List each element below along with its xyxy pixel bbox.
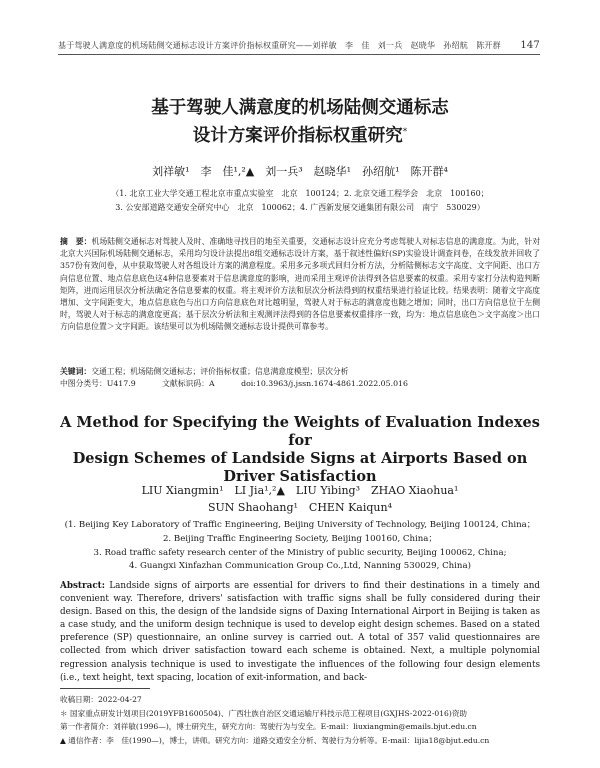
english-abstract-label: Abstract: xyxy=(60,581,105,591)
english-affiliation-line: (1. Beijing Key Laboratory of Traffic Engineering, Beijing University of Technology, Beijing 100124, China； xyxy=(64,520,536,530)
footnote-received: 收稿日期：2022-04-27 xyxy=(60,695,142,704)
keywords-text: 交通工程；机场陆侧交通标志；评价指标权重；信息满意度模型；层次分析 xyxy=(91,367,349,376)
footnote-first-author: 第一作者简介：刘祥敏(1996—)，博士研究生，研究方向：驾驶行为与安全。E-mail：liuxiangmin@emails.bjut.edu.cn xyxy=(60,722,477,731)
footnote-fund: ＊ 国家重点研发计划项目(2019YFB1600504)、广西壮族自治区交通运输厅科技示范工程项目(GXJHS-2022-016)资助 xyxy=(60,708,468,718)
english-abstract xyxy=(60,580,540,685)
english-title-line3: Driver Satisfaction xyxy=(223,468,377,485)
chinese-abstract xyxy=(60,236,540,334)
title-footnote-mark: * xyxy=(402,127,408,137)
chinese-abstract-label: 摘 要： xyxy=(60,237,92,246)
english-affiliation-line: 3. Road traffic safety research center of the Ministry of public security, Beijing 100062, China; xyxy=(93,547,507,558)
english-title-line1: A Method for Specifying the Weights of Evaluation Indexes for xyxy=(60,414,540,449)
chinese-title-line2-wrap xyxy=(60,120,540,148)
english-affiliations xyxy=(60,519,540,574)
english-authors-line2: SUN Shaohang¹ CHEN Kaiqun⁴ xyxy=(208,501,392,514)
document-code: 文献标识码：A xyxy=(162,379,215,388)
english-affiliation-line: 2. Beijing Traffic Engineering Society, Beijing 100160, China； xyxy=(162,533,438,544)
doi: doi:10.3963/j.jssn.1674-4861.2022.05.016 xyxy=(241,379,408,388)
english-title xyxy=(60,414,540,486)
classification-line xyxy=(60,378,540,390)
chinese-affiliation-line: 3. 公安部道路交通安全研究中心 北京 100062；4. 广西新发展交通集团有限公司 南宁 530029） xyxy=(115,203,485,212)
chinese-abstract-text: 机场陆侧交通标志对驾驶人及时、准确地寻找目的地至关重要，交通标志设计应充分考虑驾驶人对标志信息的满意度。为此，针对北京大兴国际机场陆侧交通标志，采用均匀设计法提出8组交通标志设计方案，基于叙述性偏好(SP)实验设计调查问卷，在线发放并回收了357份有效问卷，从中获取驾驶人对各组设计方案的满意程度。采用多元多项式回归分析方法，分析陆侧标志文字高度、文字间距、出口方向信息位置、地点信息底色这4种信息要素对于信息满意度的影响，进而采用主观评价法得到各信息要素的权重。采用专家打分法构造判断矩阵，进而运用层次分析法确定各信息要素的权重。将主观评价方法和层次分析法得到的权重结果进行验证比较。结果表明：随着文字高度增加、文字间距变大，地点信息底色与出口方向信息底色对比越明显，驾驶人对于标志的满意度也随之增加；同时，出口方向信息位于左侧时，驾驶人对于标志的满意度更高；基于层次分析法和主观测评法得到的各信息要素权重排序一致，均为：地点信息底色＞文字高度＞出口方向信息位置＞文字间距。该结果可以为机场陆侧交通标志设计提供可靠参考。 xyxy=(60,237,540,332)
footnotes xyxy=(60,693,540,747)
english-authors-line1: LIU Xiangmin¹ LI Jia¹,²▲ LIU Yibing³ ZHAO Xiaohua¹ xyxy=(141,484,459,497)
english-authors xyxy=(60,482,540,516)
chinese-keywords xyxy=(60,366,540,378)
english-affiliation-line: 4. Guangxi Xinfazhan Communication Group Co.,Ltd, Nanning 530029, China) xyxy=(129,561,471,572)
chinese-title-line1: 基于驾驶人满意度的机场陆侧交通标志 xyxy=(151,98,449,118)
footnote-corresponding: ▲ 通信作者：李 佳(1990—)，博士，讲师。研究方向：道路交通安全分析、驾驶行为分析等。E-mail：lijia18@bjut.edu.cn xyxy=(60,735,490,745)
english-abstract-text: Landside signs of airports are essential for drivers to find their destinations in a timely and convenient way. Therefore, drivers' satisfaction with traffic signs shall be fully considered during their design. Based on this, the design of the landside signs of Daxing International Airport in Beijing is taken as a case study, and the uniform design technique is used to develop eight design schemes. Based on a stated preference (SP) questionnaire, an online survey is carried out. A total of 357 valid questionnaires are collected from which driver satisfaction toward each scheme is obtained. Next, a multiple polynomial regression analysis technique is used to investigate the influences of the following four design elements (i.e., text height, text spacing, location of exit-information, and back- xyxy=(60,581,541,683)
footnote-divider xyxy=(60,688,150,689)
chinese-affiliations xyxy=(60,187,540,215)
running-head-text: 基于驾驶人满意度的机场陆侧交通标志设计方案评价指标权重研究——刘祥敏 李 佳 刘一兵 赵晓华 孙绍航 陈开群 xyxy=(58,41,501,50)
chinese-authors: 刘祥敏¹ 李 佳¹,²▲ 刘一兵³ 赵晓华¹ 孙绍航¹ 陈开群⁴ xyxy=(152,165,448,178)
page-number: 147 xyxy=(520,40,540,51)
chinese-affiliation-line: （1. 北京工业大学交通工程北京市重点实验室 北京 100124；2. 北京交通工程学会 北京 100160； xyxy=(111,189,489,198)
chinese-title-line2: 设计方案评价指标权重研究 xyxy=(192,125,403,146)
english-title-line2: Design Schemes of Landside Signs at Airports Based on xyxy=(72,450,528,467)
running-head xyxy=(58,40,540,55)
keywords-label: 关键词： xyxy=(60,367,92,376)
chinese-title xyxy=(60,96,540,148)
clc-number: 中图分类号：U417.9 xyxy=(60,379,136,388)
